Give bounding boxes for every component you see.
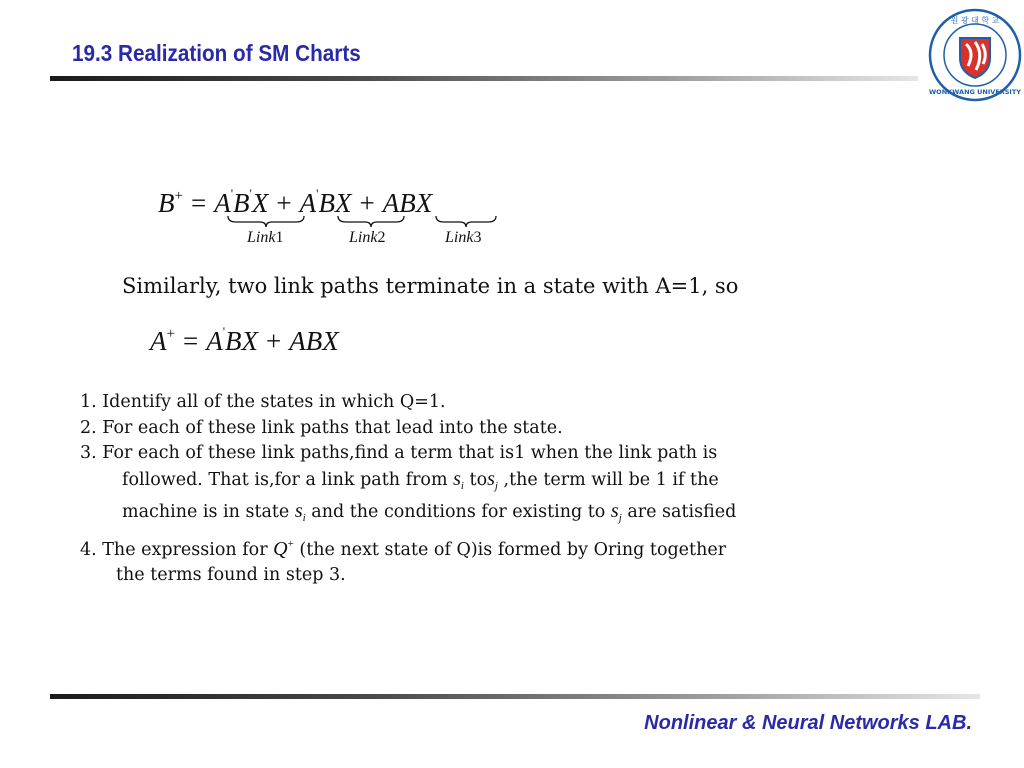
underbrace-link1 xyxy=(226,214,306,228)
university-logo xyxy=(928,8,1022,102)
step-3-cont-2: machine is in state $s_i$ and the conditions for existing to $s_j$ are satisfied xyxy=(122,500,737,524)
intro-sentence: Similarly, two link paths terminate in a state with A=1, so xyxy=(122,274,739,298)
footer-lab-name: Nonlinear & Neural Networks LAB. xyxy=(644,712,972,734)
slide-title: 19.3 Realization of SM Charts xyxy=(72,40,361,66)
equation-a-plus: A+ = A'BX + ABX xyxy=(150,324,339,356)
step-4: 4. The expression for Q+ (the next state of Q)is formed by Oring together xyxy=(80,537,727,560)
link1-label: Link1 xyxy=(247,229,284,246)
step-1: 1. Identify all of the states in which Q=1. xyxy=(80,392,446,412)
equation-b-plus: B+ = A'B'X + A'BX + ABX xyxy=(158,186,433,218)
step-3: 3. For each of these link paths,find a term that is1 when the link path is xyxy=(80,443,718,463)
svg-text:WONKWANG UNIVERSITY: WONKWANG UNIVERSITY xyxy=(929,88,1021,96)
link2-label: Link2 xyxy=(349,229,386,246)
footer-divider xyxy=(50,694,980,699)
svg-text:원 광 대 학 교: 원 광 대 학 교 xyxy=(950,16,1000,25)
steps-list xyxy=(80,390,736,589)
underbrace-link2 xyxy=(336,214,406,228)
link3-label: Link3 xyxy=(445,229,482,246)
header-divider xyxy=(50,76,918,81)
step-4-cont: the terms found in step 3. xyxy=(116,565,346,585)
step-2: 2. For each of these link paths that lead into the state. xyxy=(80,417,563,438)
step-3-cont-1: followed. That is,for a link path from $s_i$ tos$_j$ ,the term will be 1 if the xyxy=(122,467,719,492)
underbrace-link3 xyxy=(434,214,498,228)
